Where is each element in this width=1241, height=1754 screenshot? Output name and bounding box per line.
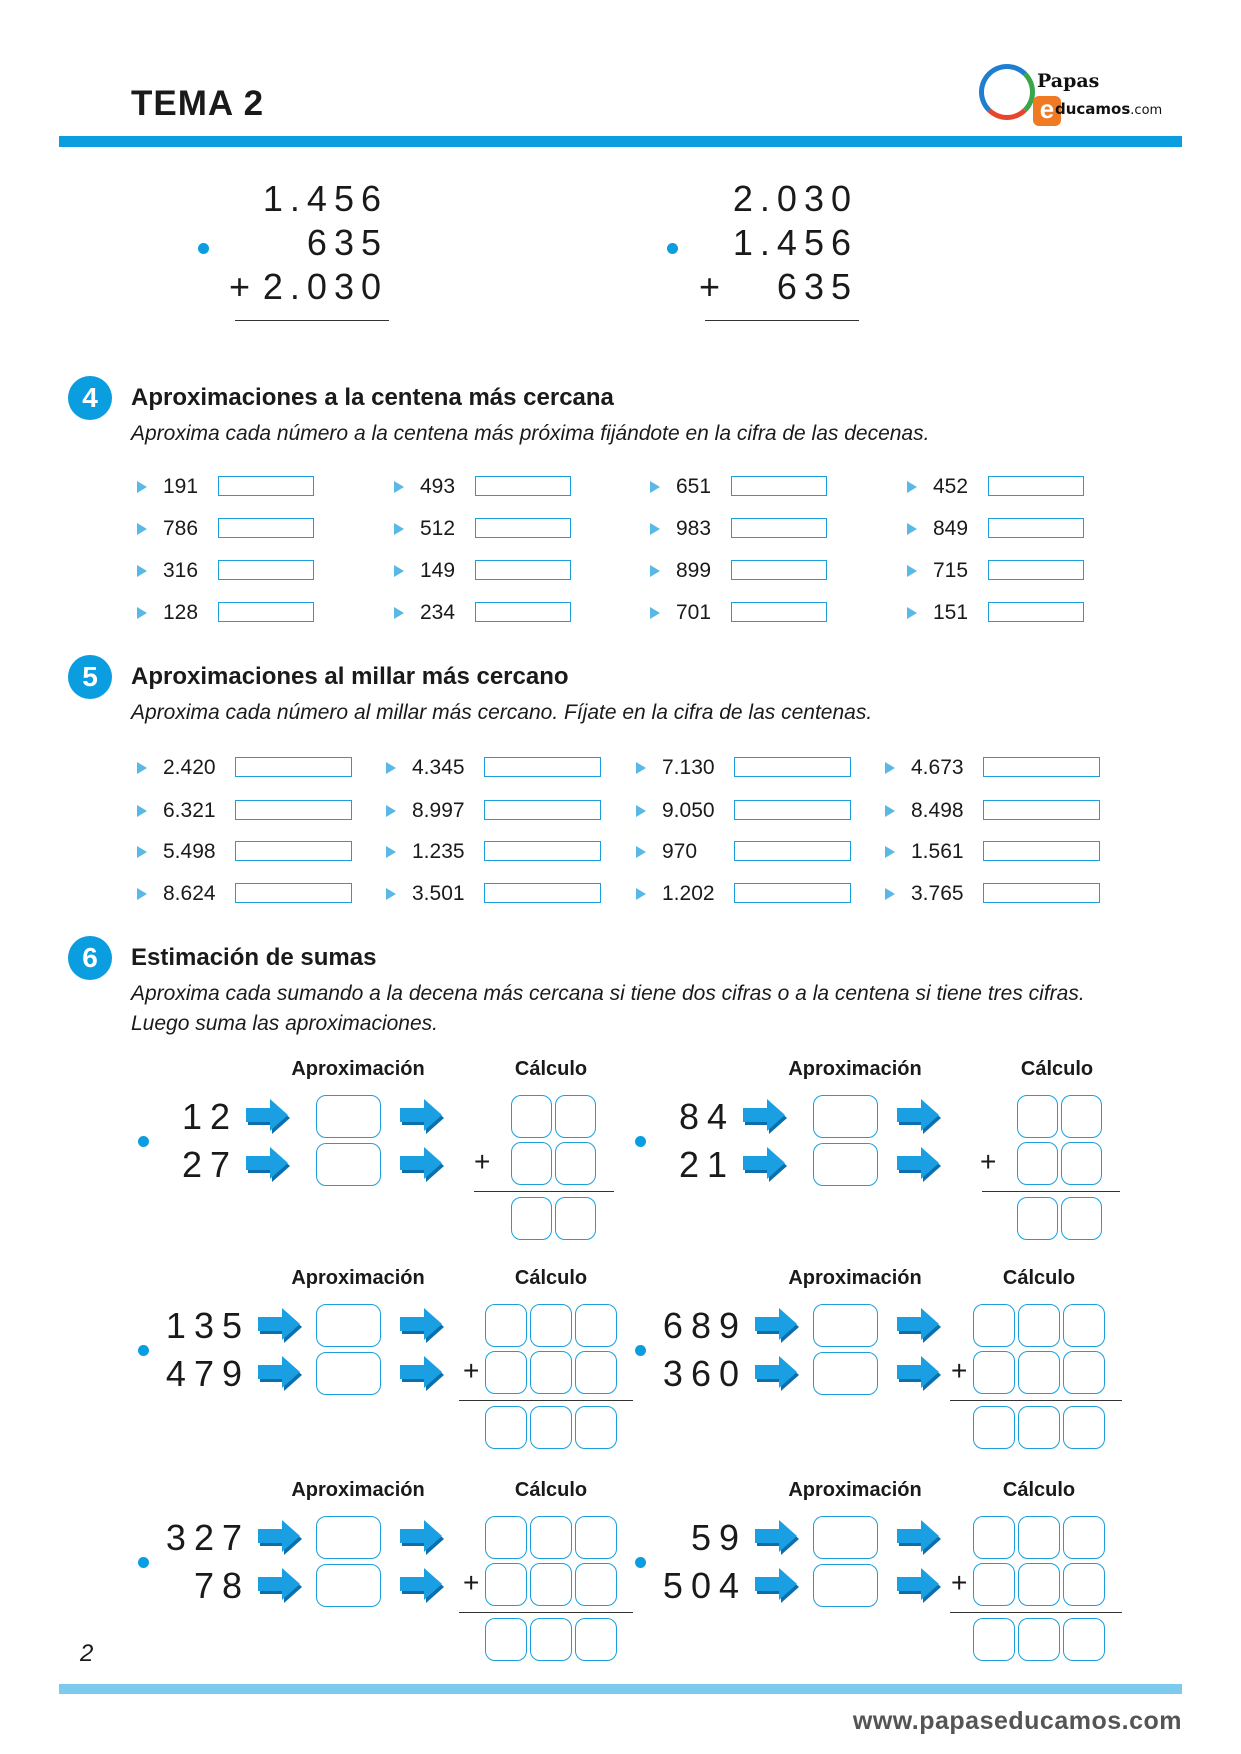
addend: 2.030 — [732, 178, 858, 219]
number: 3.501 — [412, 882, 465, 905]
digit-box[interactable] — [1063, 1516, 1105, 1559]
addend: 479 — [165, 1353, 250, 1394]
addend: 59 — [690, 1517, 747, 1558]
sum-line — [235, 320, 389, 321]
answer-box[interactable] — [218, 602, 314, 622]
blue-arrow-icon — [897, 1520, 943, 1556]
logo-e: e — [1033, 96, 1061, 126]
digit-box[interactable] — [485, 1516, 527, 1559]
section-number-badge: 6 — [68, 936, 112, 980]
digit-box[interactable] — [973, 1351, 1015, 1394]
number: 512 — [420, 517, 456, 540]
approx-box[interactable] — [316, 1095, 381, 1138]
section-instructions: Aproxima cada sumando a la decena más cercana si tiene dos cifras o a la centena si tiene tres cifras. — [131, 982, 1085, 1005]
sum-line — [474, 1191, 614, 1192]
answer-box[interactable] — [988, 602, 1084, 622]
approx-box[interactable] — [316, 1352, 381, 1395]
digit-box[interactable] — [1018, 1406, 1060, 1449]
exercise-item — [386, 799, 601, 823]
answer-box[interactable] — [983, 883, 1100, 903]
blue-arrow-icon — [897, 1099, 943, 1135]
answer-box[interactable] — [484, 757, 601, 777]
digit-box[interactable] — [1017, 1095, 1058, 1138]
digit-box[interactable] — [511, 1197, 552, 1240]
number: 899 — [676, 559, 712, 582]
exercise-item — [650, 475, 827, 499]
answer-box[interactable] — [484, 841, 601, 861]
blue-arrow-icon — [400, 1356, 446, 1392]
digit-box[interactable] — [1061, 1197, 1102, 1240]
triangle-bullet-icon — [907, 607, 917, 619]
addend: 12 — [181, 1096, 238, 1137]
section-title: Estimación de sumas — [131, 944, 377, 971]
digit-box[interactable] — [973, 1406, 1015, 1449]
triangle-bullet-icon — [650, 607, 660, 619]
sum-line — [950, 1400, 1122, 1401]
blue-arrow-icon — [755, 1520, 801, 1556]
triangle-bullet-icon — [137, 565, 147, 577]
blue-arrow-icon — [400, 1520, 446, 1556]
approx-box[interactable] — [316, 1143, 381, 1186]
digit-box[interactable] — [575, 1618, 617, 1661]
calc-header: Cálculo — [1002, 1479, 1076, 1501]
digit-box[interactable] — [530, 1304, 572, 1347]
triangle-bullet-icon — [907, 481, 917, 493]
answer-box[interactable] — [475, 518, 571, 538]
triangle-bullet-icon — [885, 805, 895, 817]
exercise-item — [907, 475, 1084, 499]
blue-arrow-icon — [897, 1568, 943, 1604]
number: 234 — [420, 601, 456, 624]
approx-box[interactable] — [813, 1304, 878, 1347]
number: 983 — [676, 517, 712, 540]
number: 8.624 — [163, 882, 216, 905]
digit-box[interactable] — [1063, 1304, 1105, 1347]
digit-box[interactable] — [1018, 1304, 1060, 1347]
exercise-item — [650, 517, 827, 541]
sum-line — [705, 320, 859, 321]
digit-box[interactable] — [485, 1563, 527, 1606]
blue-arrow-icon — [743, 1099, 789, 1135]
answer-box[interactable] — [731, 560, 827, 580]
approx-box[interactable] — [813, 1516, 878, 1559]
answer-box[interactable] — [988, 518, 1084, 538]
digit-box[interactable] — [575, 1304, 617, 1347]
triangle-bullet-icon — [885, 762, 895, 774]
exercise-item — [137, 517, 314, 541]
answer-box[interactable] — [218, 560, 314, 580]
addend: 504 — [662, 1565, 747, 1606]
answer-box[interactable] — [983, 757, 1100, 777]
triangle-bullet-icon — [137, 762, 147, 774]
digit-box[interactable] — [973, 1563, 1015, 1606]
digit-box[interactable] — [575, 1351, 617, 1394]
approx-box[interactable] — [316, 1304, 381, 1347]
approx-header: Aproximación — [788, 1267, 922, 1289]
digit-box[interactable] — [1063, 1406, 1105, 1449]
blue-arrow-icon — [400, 1568, 446, 1604]
triangle-bullet-icon — [386, 846, 396, 858]
addend: 689 — [662, 1305, 747, 1346]
digit-box[interactable] — [530, 1563, 572, 1606]
footer-bar — [59, 1684, 1182, 1694]
plus-sign: + — [951, 1567, 968, 1598]
digit-box[interactable] — [530, 1618, 572, 1661]
answer-box[interactable] — [734, 841, 851, 861]
answer-box[interactable] — [734, 883, 851, 903]
plus-sign: + — [474, 1146, 491, 1177]
triangle-bullet-icon — [394, 565, 404, 577]
blue-arrow-icon — [897, 1147, 943, 1183]
digit-box[interactable] — [511, 1142, 552, 1185]
logo-papas: Papas — [1037, 70, 1100, 92]
number: 2.420 — [163, 756, 216, 779]
section-title: Aproximaciones a la centena más cercana — [131, 384, 614, 411]
answer-box[interactable] — [734, 800, 851, 820]
digit-box[interactable] — [973, 1516, 1015, 1559]
number: 1.235 — [412, 840, 465, 863]
digit-box[interactable] — [1063, 1618, 1105, 1661]
blue-arrow-icon — [755, 1308, 801, 1344]
number: 701 — [676, 601, 712, 624]
calc-header: Cálculo — [1002, 1267, 1076, 1289]
digit-box[interactable] — [485, 1304, 527, 1347]
addend: 360 — [662, 1353, 747, 1394]
digit-box[interactable] — [1018, 1618, 1060, 1661]
digit-box[interactable] — [1061, 1095, 1102, 1138]
number: 5.498 — [163, 840, 216, 863]
approx-box[interactable] — [316, 1564, 381, 1607]
triangle-bullet-icon — [394, 607, 404, 619]
triangle-bullet-icon — [885, 846, 895, 858]
digit-box[interactable] — [1063, 1351, 1105, 1394]
approx-header: Aproximación — [788, 1058, 922, 1080]
blue-arrow-icon — [755, 1356, 801, 1392]
answer-box[interactable] — [218, 476, 314, 496]
number: 1.561 — [911, 840, 964, 863]
triangle-bullet-icon — [137, 607, 147, 619]
triangle-bullet-icon — [636, 888, 646, 900]
triangle-bullet-icon — [907, 523, 917, 535]
exercise-item — [636, 840, 851, 864]
exercise-item — [137, 840, 352, 864]
digit-box[interactable] — [530, 1406, 572, 1449]
answer-box[interactable] — [235, 800, 352, 820]
approx-box[interactable] — [813, 1564, 878, 1607]
page-title: TEMA 2 — [131, 84, 265, 123]
sum-line — [459, 1400, 633, 1401]
approx-header: Aproximación — [291, 1479, 425, 1501]
exercise-item — [636, 799, 851, 823]
number: 651 — [676, 475, 712, 498]
family-faces-icon — [979, 64, 1035, 120]
blue-arrow-icon — [400, 1308, 446, 1344]
section-instructions: Aproxima cada número al millar más cercano. Fíjate en la cifra de las centenas. — [131, 701, 873, 724]
exercise-item — [137, 882, 352, 906]
number: 9.050 — [662, 799, 715, 822]
exercise-item — [137, 756, 352, 780]
number: 151 — [933, 601, 969, 624]
blue-arrow-icon — [258, 1520, 304, 1556]
blue-arrow-icon — [897, 1356, 943, 1392]
digit-box[interactable] — [530, 1351, 572, 1394]
digit-box[interactable] — [555, 1197, 596, 1240]
approx-header: Aproximación — [788, 1479, 922, 1501]
exercise-item — [137, 799, 352, 823]
triangle-bullet-icon — [386, 888, 396, 900]
blue-arrow-icon — [400, 1147, 446, 1183]
number: 6.321 — [163, 799, 216, 822]
plus-sign: + — [980, 1146, 997, 1177]
approx-header: Aproximación — [291, 1058, 425, 1080]
papaseducamos-logo — [975, 60, 1185, 132]
triangle-bullet-icon — [137, 846, 147, 858]
triangle-bullet-icon — [650, 565, 660, 577]
answer-box[interactable] — [484, 800, 601, 820]
page-number: 2 — [80, 1640, 94, 1667]
digit-box[interactable] — [575, 1406, 617, 1449]
answer-box[interactable] — [983, 800, 1100, 820]
answer-box[interactable] — [734, 757, 851, 777]
triangle-bullet-icon — [907, 565, 917, 577]
triangle-bullet-icon — [137, 481, 147, 493]
addend: 135 — [165, 1305, 250, 1346]
number: 4.673 — [911, 756, 964, 779]
blue-arrow-icon — [246, 1099, 292, 1135]
digit-box[interactable] — [575, 1516, 617, 1559]
exercise-item — [907, 601, 1084, 625]
exercise-item — [885, 840, 1100, 864]
number: 452 — [933, 475, 969, 498]
answer-box[interactable] — [235, 757, 352, 777]
triangle-bullet-icon — [885, 888, 895, 900]
section-title: Aproximaciones al millar más cercano — [131, 663, 569, 690]
calc-header: Cálculo — [514, 1058, 588, 1080]
approx-box[interactable] — [813, 1143, 878, 1186]
digit-box[interactable] — [1018, 1563, 1060, 1606]
blue-arrow-icon — [258, 1308, 304, 1344]
sum-line — [982, 1191, 1120, 1192]
blue-arrow-icon — [400, 1099, 446, 1135]
plus-sign: + — [229, 266, 258, 307]
digit-box[interactable] — [485, 1406, 527, 1449]
sum-line — [950, 1612, 1122, 1613]
addend: 27 — [181, 1144, 238, 1185]
answer-box[interactable] — [988, 476, 1084, 496]
answer-box[interactable] — [218, 518, 314, 538]
triangle-bullet-icon — [137, 888, 147, 900]
triangle-bullet-icon — [650, 481, 660, 493]
number: 715 — [933, 559, 969, 582]
plus-sign: + — [463, 1355, 480, 1386]
exercise-item — [137, 601, 314, 625]
answer-box[interactable] — [731, 476, 827, 496]
number: 970 — [662, 840, 698, 863]
exercise-item — [386, 882, 601, 906]
addend: 635 — [306, 222, 388, 263]
footer-url: www.papaseducamos.com — [852, 1707, 1182, 1735]
digit-box[interactable] — [1017, 1197, 1058, 1240]
approx-box[interactable] — [813, 1095, 878, 1138]
digit-box[interactable] — [485, 1618, 527, 1661]
exercise-item — [650, 559, 827, 583]
section-instructions-continued: Luego suma las aproximaciones. — [131, 1012, 439, 1035]
answer-box[interactable] — [475, 476, 571, 496]
triangle-bullet-icon — [636, 762, 646, 774]
digit-box[interactable] — [1018, 1351, 1060, 1394]
exercise-item — [636, 882, 851, 906]
answer-box[interactable] — [235, 841, 352, 861]
exercise-item — [650, 601, 827, 625]
addend: 635 — [776, 266, 858, 307]
digit-box[interactable] — [1018, 1516, 1060, 1559]
approx-box[interactable] — [316, 1516, 381, 1559]
digit-box[interactable] — [575, 1563, 617, 1606]
addend: 21 — [678, 1144, 735, 1185]
triangle-bullet-icon — [137, 805, 147, 817]
digit-box[interactable] — [1061, 1142, 1102, 1185]
answer-box[interactable] — [988, 560, 1084, 580]
plus-sign: + — [463, 1567, 480, 1598]
exercise-item — [907, 517, 1084, 541]
triangle-bullet-icon — [636, 846, 646, 858]
digit-box[interactable] — [973, 1618, 1015, 1661]
blue-arrow-icon — [258, 1568, 304, 1604]
exercise-item — [137, 475, 314, 499]
addend: 78 — [193, 1565, 250, 1606]
addend: 327 — [165, 1517, 250, 1558]
blue-arrow-icon — [743, 1147, 789, 1183]
addend: 1.456 — [262, 178, 388, 219]
digit-box[interactable] — [485, 1351, 527, 1394]
calc-header: Cálculo — [514, 1267, 588, 1289]
digit-box[interactable] — [511, 1095, 552, 1138]
number: 316 — [163, 559, 199, 582]
calc-header: Cálculo — [514, 1479, 588, 1501]
triangle-bullet-icon — [394, 481, 404, 493]
section-number-badge: 5 — [68, 655, 112, 699]
plus-sign: + — [951, 1355, 968, 1386]
number: 3.765 — [911, 882, 964, 905]
number: 786 — [163, 517, 199, 540]
calc-header: Cálculo — [1020, 1058, 1094, 1080]
number: 128 — [163, 601, 199, 624]
exercise-item — [137, 559, 314, 583]
answer-box[interactable] — [235, 883, 352, 903]
triangle-bullet-icon — [386, 805, 396, 817]
number: 4.345 — [412, 756, 465, 779]
answer-box[interactable] — [484, 883, 601, 903]
triangle-bullet-icon — [137, 523, 147, 535]
number: 191 — [163, 475, 199, 498]
digit-box[interactable] — [1017, 1142, 1058, 1185]
triangle-bullet-icon — [386, 762, 396, 774]
answer-box[interactable] — [475, 560, 571, 580]
digit-box[interactable] — [555, 1142, 596, 1185]
addend: 1.456 — [732, 222, 858, 263]
digit-box[interactable] — [973, 1304, 1015, 1347]
blue-arrow-icon — [246, 1147, 292, 1183]
plus-sign: + — [699, 266, 728, 307]
exercise-item — [394, 517, 571, 541]
exercise-item — [386, 840, 601, 864]
answer-box[interactable] — [731, 602, 827, 622]
approx-header: Aproximación — [291, 1267, 425, 1289]
exercise-item — [885, 799, 1100, 823]
addend: 2.030 — [262, 266, 388, 307]
exercise-item — [386, 756, 601, 780]
exercise-item — [394, 601, 571, 625]
sum-line — [459, 1612, 633, 1613]
digit-box[interactable] — [1063, 1563, 1105, 1606]
answer-box[interactable] — [731, 518, 827, 538]
blue-arrow-icon — [897, 1308, 943, 1344]
exercise-item — [885, 756, 1100, 780]
addend: 84 — [678, 1096, 735, 1137]
blue-arrow-icon — [755, 1568, 801, 1604]
approx-box[interactable] — [813, 1352, 878, 1395]
digit-box[interactable] — [555, 1095, 596, 1138]
number: 8.498 — [911, 799, 964, 822]
blue-arrow-icon — [258, 1356, 304, 1392]
number: 493 — [420, 475, 456, 498]
section-number-badge: 4 — [68, 376, 112, 420]
section-instructions: Aproxima cada número a la centena más próxima fijándote en la cifra de las decenas. — [131, 422, 930, 445]
triangle-bullet-icon — [394, 523, 404, 535]
number: 149 — [420, 559, 456, 582]
number: 7.130 — [662, 756, 715, 779]
header-bar — [59, 136, 1182, 147]
answer-box[interactable] — [983, 841, 1100, 861]
number: 849 — [933, 517, 969, 540]
triangle-bullet-icon — [636, 805, 646, 817]
exercise-item — [636, 756, 851, 780]
answer-box[interactable] — [475, 602, 571, 622]
exercise-item — [907, 559, 1084, 583]
triangle-bullet-icon — [650, 523, 660, 535]
exercise-item — [885, 882, 1100, 906]
exercise-item — [394, 559, 571, 583]
digit-box[interactable] — [530, 1516, 572, 1559]
number: 8.997 — [412, 799, 465, 822]
number: 1.202 — [662, 882, 715, 905]
exercise-item — [394, 475, 571, 499]
logo-educamos: ducamos.com — [1055, 100, 1163, 118]
